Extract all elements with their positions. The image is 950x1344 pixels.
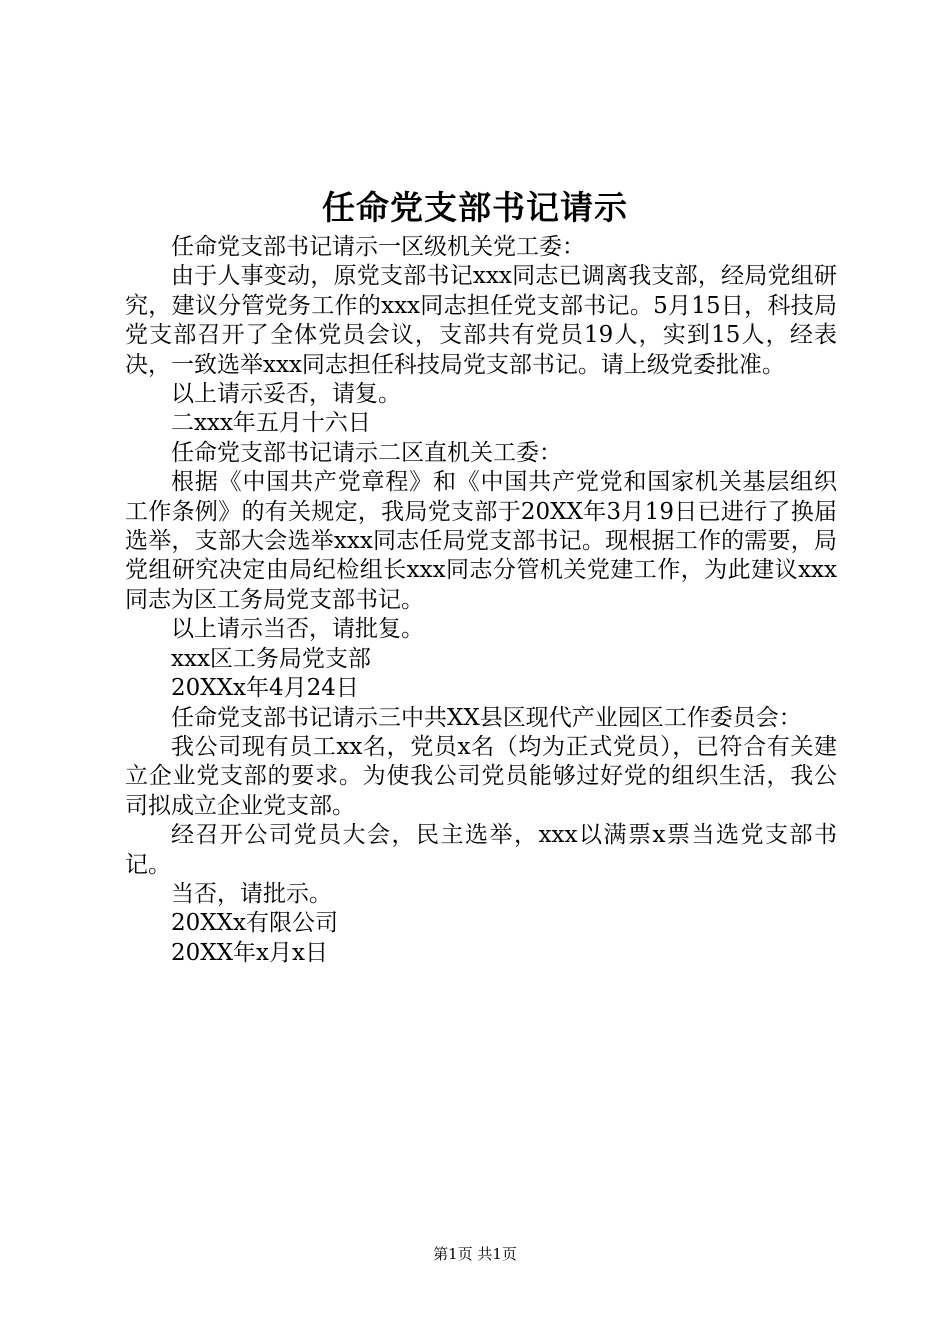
- paragraph-3-body: 我公司现有员工xx名，党员x名（均为正式党员），已符合有关建立企业党支部的要求。为使我公司党员能够过好党的组织生活，我公司拟成立企业党支部。: [125, 733, 837, 819]
- paragraph-1-date: 二xxx年五月十六日: [171, 410, 371, 437]
- paragraph-2-signature: xxx区工务局党支部: [171, 645, 371, 672]
- paragraph-3-closing: 当否，请批示。: [171, 880, 332, 907]
- paragraph-3-election: 经召开公司党员大会，民主选举，xxx以满票x票当选党支部书记。: [125, 822, 837, 878]
- paragraph-2-closing: 以上请示当否，请批复。: [171, 616, 424, 643]
- document-title: 任命党支部书记请示: [322, 188, 628, 227]
- paragraph-3-recipient: 任命党支部书记请示三中共XX县区现代产业园区工作委员会：: [171, 704, 802, 731]
- document-body: [125, 233, 837, 968]
- paragraph-1-closing: 以上请示妥否，请复。: [171, 381, 401, 408]
- paragraph-3-signature: 20XXx有限公司: [171, 910, 338, 937]
- paragraph-1-body: 由于人事变动，原党支部书记xxx同志已调离我支部，经局党组研究，建议分管党务工作的xxx同志担任党支部书记。5月15日，科技局党支部召开了全体党员会议，支部共有党员19人，实到15人，经表决，一致选举xxx同志担任科技局党支部书记。请上级党委批准。: [125, 263, 837, 378]
- paragraph-2-date: 20XXx年4月24日: [171, 675, 359, 702]
- paragraph-1-recipient: 任命党支部书记请示一区级机关党工委：: [171, 234, 585, 260]
- paragraph-3-date: 20XX年x月x日: [171, 939, 328, 966]
- page-number: 第1页 共1页: [433, 1245, 517, 1263]
- paragraph-2-body: 根据《中国共产党章程》和《中国共产党党和国家机关基层组织工作条例》的有关规定，我局党支部于20XX年3月19日已进行了换届选举，支部大会选举xxx同志任局党支部书记。现根据工作的需要，局党组研究决定由局纪检组长xxx同志分管机关党建工作，为此建议xxx同志为区工务局党支部书记。: [125, 469, 837, 613]
- paragraph-2-recipient: 任命党支部书记请示二区直机关工委：: [171, 439, 562, 466]
